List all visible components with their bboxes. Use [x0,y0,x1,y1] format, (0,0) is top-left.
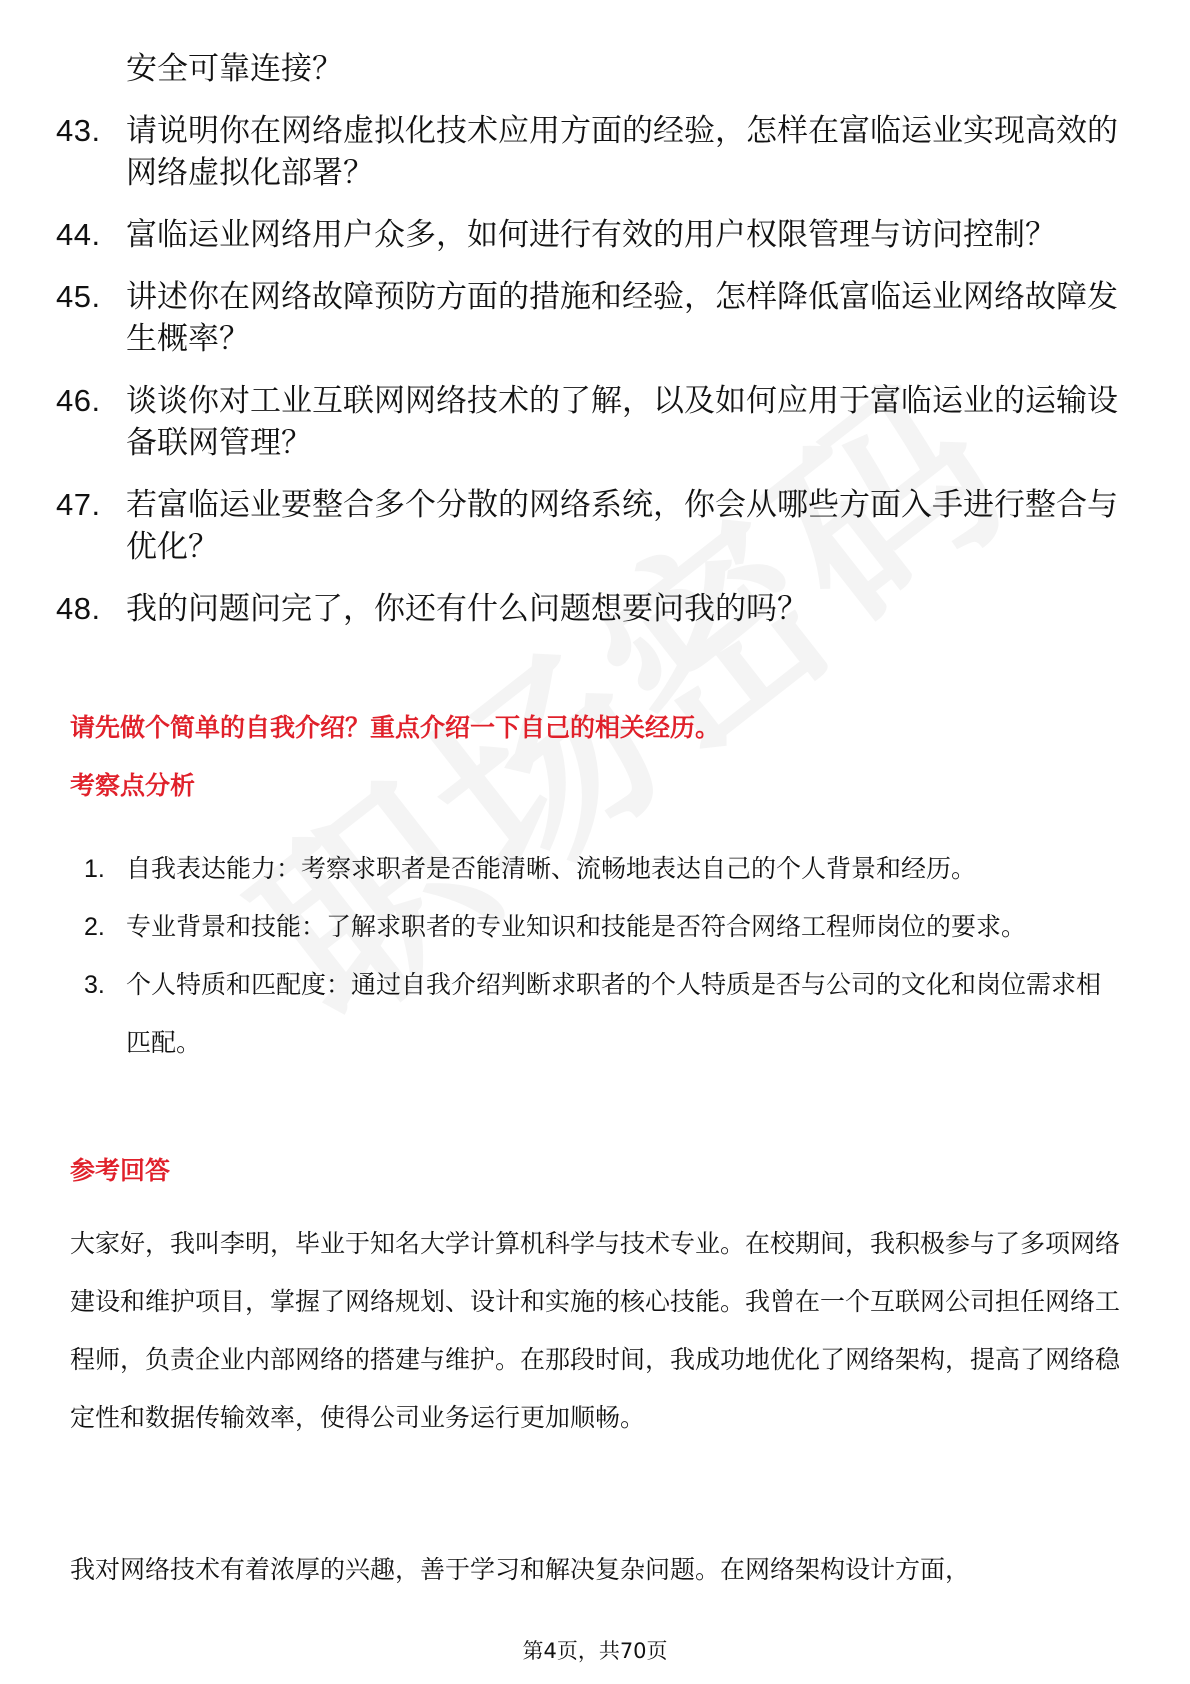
question-text: 富临运业网络用户众多，如何进行有效的用户权限管理与访问控制？ [126,217,1056,253]
answer-paragraph: 大家好，我叫李明，毕业于知名大学计算机科学与技术专业。在校期间，我积极参与了多项网络建设和维护项目，掌握了网络规划、设计和实施的核心技能。我曾在一个互联网公司担任网络工程师，负责企业内部网络的搭建与维护。在那段时间，我成功地优化了网络架构，提高了网络稳定性和数据传输效率，使得公司业务运行更加顺畅。 [70,1229,1121,1432]
question-item [56,276,1126,360]
question-item [56,484,1126,568]
question-number: 48. [56,591,101,626]
question-item [56,214,1126,256]
analysis-item [84,956,1124,1072]
interview-question-heading: 请先做个简单的自我介绍？重点介绍一下自己的相关经历。 [70,713,721,742]
question-list [56,110,1126,650]
question-item [56,110,1126,194]
analysis-text: 专业背景和技能：了解求职者的专业知识和技能是否符合网络工程师岗位的要求。 [126,912,1027,941]
answer-heading: 参考回答 [70,1156,171,1185]
question-number: 43. [56,113,101,148]
analysis-list [84,840,1124,1072]
question-continuation: 安全可靠连接？ [126,51,343,87]
question-text: 讲述你在网络故障预防方面的措施和经验，怎样降低富临运业网络故障发生概率？ [126,279,1118,357]
answer-paragraph: 我对网络技术有着浓厚的兴趣，善于学习和解决复杂问题。在网络架构设计方面， [70,1555,971,1584]
analysis-number: 2. [84,913,105,941]
analysis-number: 1. [84,855,105,883]
question-number: 47. [56,487,101,522]
page-footer: 第4页，共70页 [522,1639,668,1663]
question-number: 45. [56,279,101,314]
question-text: 我的问题问完了，你还有什么问题想要问我的吗？ [126,591,808,627]
question-number: 46. [56,383,101,418]
analysis-number: 3. [84,971,105,999]
question-number: 44. [56,217,101,252]
analysis-text: 个人特质和匹配度：通过自我介绍判断求职者的个人特质是否与公司的文化和岗位需求相匹配。 [126,970,1102,1057]
analysis-item [84,840,1124,898]
analysis-item [84,898,1124,956]
question-text: 请说明你在网络虚拟化技术应用方面的经验，怎样在富临运业实现高效的网络虚拟化部署？ [126,113,1118,191]
question-text: 谈谈你对工业互联网网络技术的了解，以及如何应用于富临运业的运输设备联网管理？ [126,383,1118,461]
question-item [56,588,1126,630]
analysis-heading: 考察点分析 [70,771,196,800]
question-item [56,380,1126,464]
question-text: 若富临运业要整合多个分散的网络系统，你会从哪些方面入手进行整合与优化？ [126,487,1118,565]
analysis-text: 自我表达能力：考察求职者是否能清晰、流畅地表达自己的个人背景和经历。 [126,854,977,883]
